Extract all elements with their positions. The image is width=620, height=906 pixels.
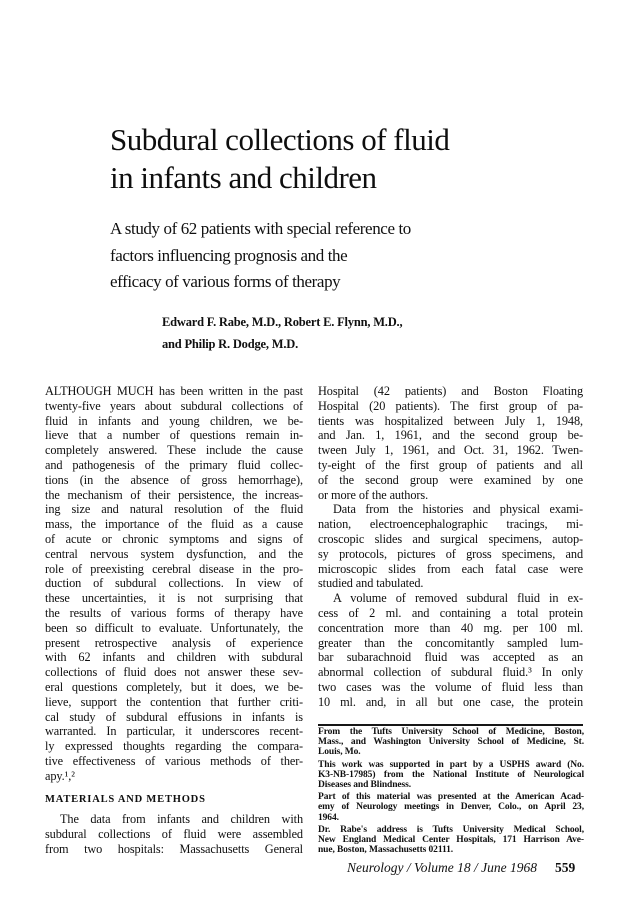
text-line: ly expressed thoughts regarding the compara-	[45, 739, 303, 754]
footnote-line: emy of Neurology meetings in Denver, Colo., on April 23,	[318, 802, 584, 813]
subtitle-line: A study of 62 patients with special reference to	[110, 219, 411, 238]
footnote-divider-rule	[318, 724, 583, 726]
text-line: nation, electroencephalographic tracings, mi-	[318, 517, 583, 532]
article-title-line2: in infants and children	[110, 160, 377, 195]
text-line: lieve, support the contention that further criti-	[45, 694, 303, 709]
section-heading: MATERIALS AND METHODS	[45, 793, 206, 805]
footnote-line: Diseases and Blindness.	[318, 779, 411, 790]
text-line: completely answered. These include the cause	[45, 443, 303, 458]
body-column-left	[45, 384, 303, 857]
text-line: and Jan. 1, 1961, and the second group be-	[318, 428, 583, 443]
footnote-line: K3-NB-17985) from the National Institute of Neurological	[318, 769, 584, 780]
text-line: tients was hospitalized between July 1, 1948,	[318, 413, 583, 428]
subtitle-line: factors influencing prognosis and the	[110, 245, 348, 265]
author-byline	[162, 311, 402, 355]
text-line: Data from the histories and physical exami-	[333, 502, 583, 517]
text-line: with 62 infants and children with subdural	[45, 650, 303, 665]
text-line: abnormal collection of subdural fluid.³ In only	[318, 665, 583, 680]
text-line: central nervous system dysfunction, and the	[45, 546, 303, 561]
text-line: these uncertainties, it is not surprising that	[45, 591, 303, 606]
footnote-line: Mass., and Washington University School of Medicine, St.	[318, 737, 584, 748]
text-line: mass, the importance of the fluid as a cause	[45, 517, 303, 532]
article-subtitle	[110, 216, 411, 296]
footnote-line: Louis, Mo.	[318, 747, 361, 758]
text-line: role of preexisting cerebral disease in the pro-	[45, 561, 303, 576]
text-line: of the second group were examined by one	[318, 472, 583, 487]
text-line: from two hospitals: Massachusetts General	[45, 841, 303, 856]
text-line: A volume of removed subdural fluid in ex-	[333, 591, 583, 606]
footnote-line: 1964.	[318, 812, 339, 823]
subtitle-line: efficacy of various forms of therapy	[110, 272, 341, 291]
text-line: ty-eight of the first group of patients and all	[318, 457, 583, 472]
text-line: tive effectiveness of various methods of ther-	[45, 753, 303, 768]
text-line: tions (in the absence of gross hemorrhage),	[45, 472, 303, 487]
text-line: been so difficult to evaluate. Unfortunately, the	[45, 620, 303, 635]
footnote-paragraph	[318, 760, 584, 791]
text-line: tween July 1, 1961, and Oct. 31, 1962. Twen-	[318, 443, 583, 458]
text-line: apy.¹,²	[45, 768, 75, 783]
article-title-line1: Subdural collections of fluid	[110, 122, 450, 157]
text-line: cal study of subdural effusions in infants is	[45, 709, 303, 724]
text-line: eral questions completely, but it does, we be-	[45, 679, 303, 694]
text-line: ALTHOUGH MUCH has been written in the past	[45, 384, 303, 398]
journal-citation: Neurology / Volume 18 / June 1968	[347, 860, 537, 875]
text-line: two cases was the volume of fluid less than	[318, 679, 583, 694]
footnote-line: New England Medical Center Hospitals, 171 Harrison Ave-	[318, 834, 584, 845]
page-footer	[0, 860, 620, 882]
text-line: the results of various forms of therapy have	[45, 605, 303, 620]
text-line: duction of subdural collections. In view of	[45, 576, 303, 591]
text-line: greater than the concomitantly sampled lum-	[318, 635, 583, 650]
text-line: lieve that a number of questions remain in-	[45, 428, 303, 443]
text-line: 10 ml. and, in all but one case, the protein	[318, 694, 583, 709]
text-line: sy protocols, pictures of gross specimens, and	[318, 546, 583, 561]
text-line: The data from infants and children with	[60, 812, 303, 827]
author-line: and Philip R. Dodge, M.D.	[162, 337, 298, 351]
footnote-line: From the Tufts University School of Medicine, Boston,	[318, 727, 584, 737]
text-line: microscopic slides from each fatal case were	[318, 561, 583, 576]
footnote-line: Part of this material was presented at the American Acad-	[318, 792, 584, 803]
author-line: Edward F. Rabe, M.D., Robert E. Flynn, M.D.,	[162, 315, 403, 329]
text-line: collections of fluid does not answer these sev-	[45, 665, 303, 680]
text-line: ing size and natural resolution of the fluid	[45, 502, 303, 517]
footnote-line: This work was supported in part by a USPHS award (No.	[318, 759, 584, 770]
text-line: croscopic slides and surgical specimens, autop-	[318, 531, 583, 546]
text-line: subdural collections of fluid were assembled	[45, 827, 303, 842]
text-line: and pathogenesis of the primary fluid collec-	[45, 457, 303, 472]
page-number: 559	[555, 860, 576, 875]
footnote-line: nue, Boston, Massachusetts 02111.	[318, 845, 453, 856]
text-line: the mechanism of their persistence, the increas-	[45, 487, 303, 502]
article-title	[110, 121, 449, 197]
text-line: fluid in infants and young children, we be-	[45, 413, 303, 428]
footnote-paragraph	[318, 825, 584, 856]
text-line: of acute or chronic symptoms and signs of	[45, 531, 303, 546]
footnote-paragraph	[318, 727, 584, 758]
text-line: twenty-five years about subdural collections of	[45, 398, 303, 413]
text-line: present retrospective analysis of experience	[45, 635, 303, 650]
footnote-paragraph	[318, 792, 584, 823]
text-line: Hospital (42 patients) and Boston Floating	[318, 384, 583, 398]
footnote-line: Dr. Rabe's address is Tufts University Medical School,	[318, 824, 584, 835]
text-line: Hospital (20 patients). The first group of pa-	[318, 398, 583, 413]
text-line: bar subarachnoid fluid was accepted as an	[318, 650, 583, 665]
footnote-block	[318, 727, 584, 857]
text-line: cess of 2 ml. and containing a total protein	[318, 605, 583, 620]
text-line: studied and tabulated.	[318, 576, 424, 591]
text-line: warranted. In particular, it underscores recent-	[45, 724, 303, 739]
text-line: or more of the authors.	[318, 487, 429, 502]
body-column-right	[318, 384, 583, 710]
text-line: concentration more than 40 mg. per 100 ml.	[318, 620, 583, 635]
